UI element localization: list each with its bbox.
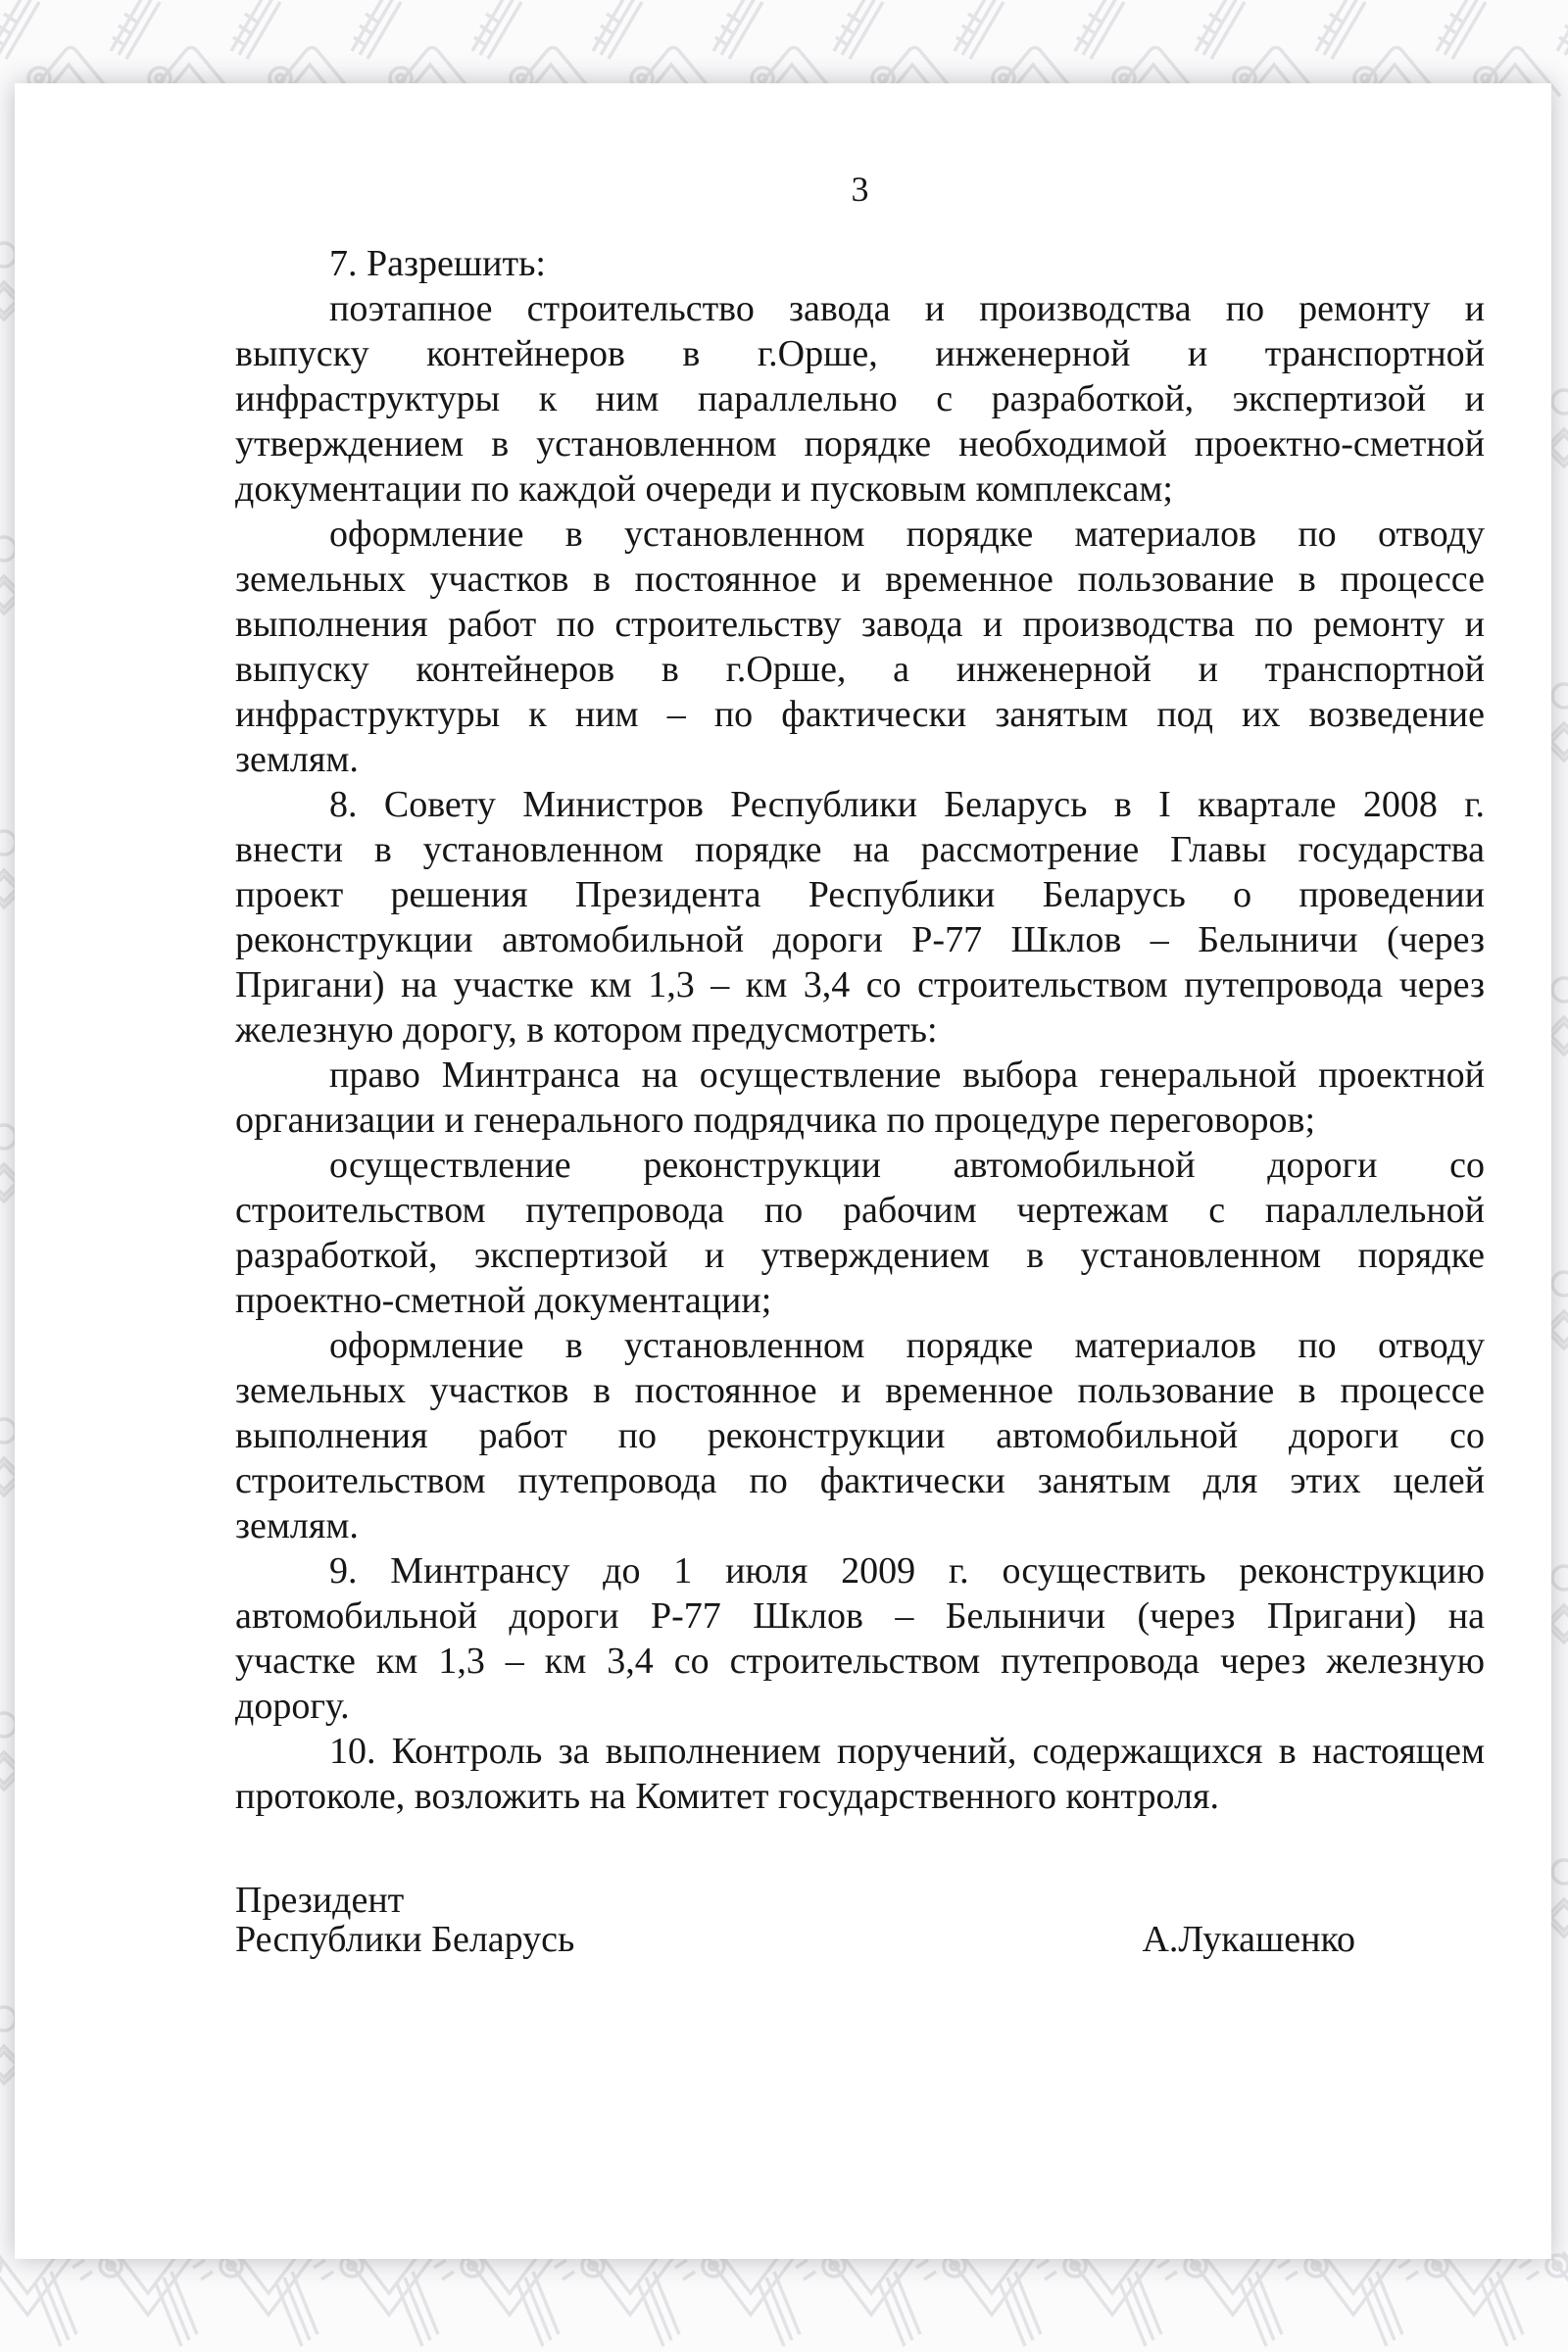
paragraph [235,1323,1485,1548]
text-line: выполнения работ по строительству завода и производства по ремонту и [235,604,1485,645]
text-line: строительством путепровода по рабочим чертежам с параллельной [235,1190,1485,1231]
signature-title [235,1881,574,1959]
text-line: земельных участков в постоянное и временное пользование в процессе [235,559,1485,600]
text-line: железную дорогу, в котором предусмотреть: [235,1009,938,1051]
text-line: проект решения Президента Республики Беларусь о проведении [235,874,1485,915]
text-line: проектно-сметной документации; [235,1280,772,1321]
text-line: Пригани) на участке км 1,3 – км 3,4 со строительством путепровода через [235,964,1485,1005]
text-line: выпуску контейнеров в г.Орше, а инженерной и транспортной [235,649,1485,690]
page-number: 3 [851,170,869,209]
paragraph [235,1729,1485,1819]
text-line: автомобильной дороги Р-77 Шклов – Белыничи (через Пригани) на [235,1595,1485,1637]
text-line: 8. Совету Министров Республики Беларусь в I квартале 2008 г. [329,784,1485,825]
signature-title-line-1: Президент [235,1880,405,1921]
text-line: землям. [235,739,359,780]
text-line: землям. [235,1505,359,1546]
text-line: земельных участков в постоянное и временное пользование в процессе [235,1370,1485,1411]
text-line: 10. Контроль за выполнением поручений, содержащихся в настоящем [329,1731,1485,1772]
paragraph [235,1548,1485,1729]
text-line: разработкой, экспертизой и утверждением в установленном порядке [235,1235,1485,1276]
text-line: 7. Разрешить: [329,243,546,284]
paragraph [235,512,1485,782]
text-line: документации по каждой очереди и пусковым комплексам; [235,468,1173,510]
text-line: право Минтранса на осуществление выбора генеральной проектной [329,1054,1485,1096]
text-line: участке км 1,3 – км 3,4 со строительством путепровода через железную [235,1641,1485,1682]
text-line: организации и генерального подрядчика по процедуре переговоров; [235,1100,1316,1141]
text-line: выполнения работ по реконструкции автомобильной дороги со [235,1415,1485,1456]
text-line: строительством путепровода по фактически занятым для этих целей [235,1460,1485,1501]
document-body [235,241,1485,1819]
paragraph [235,1143,1485,1323]
paragraph [235,782,1485,1053]
text-line: поэтапное строительство завода и производства по ремонту и [329,288,1485,329]
text-line: выпуску контейнеров в г.Орше, инженерной и транспортной [235,333,1485,374]
text-line: утверждением в установленном порядке необходимой проектно-сметной [235,423,1485,465]
text-line: инфраструктуры к ним параллельно с разработкой, экспертизой и [235,378,1485,419]
text-line: осуществление реконструкции автомобильной дороги со [329,1145,1485,1186]
paragraph [235,241,1485,286]
text-line: 9. Минтрансу до 1 июля 2009 г. осуществить реконструкцию [329,1550,1485,1592]
signature-block [235,1881,1485,1959]
document-page [15,83,1551,2259]
text-line: оформление в установленном порядке материалов по отводу [329,1325,1485,1366]
signature-title-line-2: Республики Беларусь [235,1919,575,1960]
paragraph [235,1053,1485,1143]
text-line: инфраструктуры к ним – по фактически занятым под их возведение [235,694,1485,735]
signature-name: А.Лукашенко [1142,1919,1355,1960]
paragraph [235,286,1485,512]
text-line: протоколе, возложить на Комитет государственного контроля. [235,1776,1219,1817]
text-line: дорогу. [235,1686,350,1727]
text-line: оформление в установленном порядке материалов по отводу [329,514,1485,555]
text-line: реконструкции автомобильной дороги Р-77 Шклов – Белыничи (через [235,919,1485,960]
text-line: внести в установленном порядке на рассмотрение Главы государства [235,829,1485,870]
